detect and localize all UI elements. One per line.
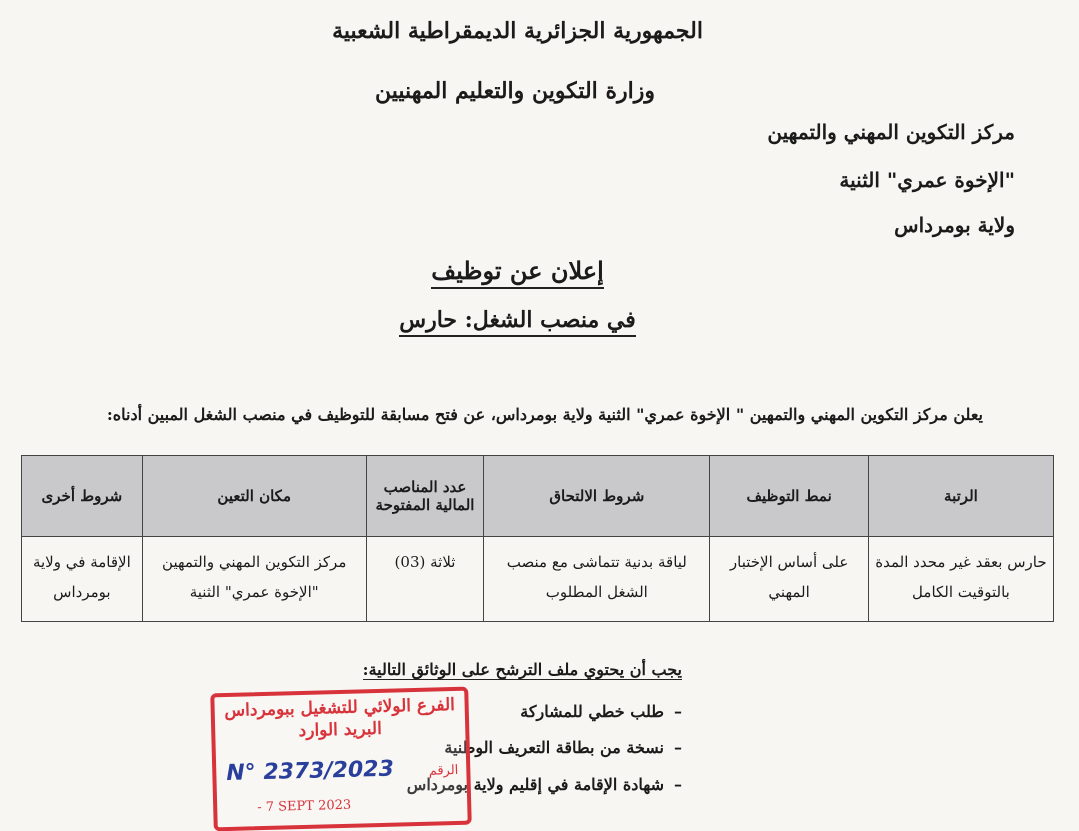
stamp-number-label: الرقم (428, 762, 459, 779)
header-positions-count: عدد المناصب المالية المفتوحة (366, 456, 484, 537)
dash-bullet-icon: – (674, 702, 682, 721)
cell-conditions: لياقة بدنية تتماشى مع منصب الشغل المطلوب (484, 537, 710, 622)
header-conditions: شروط الالتحاق (484, 456, 710, 537)
republic-header: الجمهورية الجزائرية الديمقراطية الشعبية (332, 18, 703, 44)
header-rank: الرتبة (868, 456, 1053, 537)
center-brothers-name: "الإخوة عمري" الثنية (839, 168, 1015, 192)
incoming-mail-stamp (210, 687, 472, 831)
stamp-date: - 7 SEPT 2023 (257, 797, 352, 816)
table-row (22, 537, 1054, 622)
list-item: –طلب خطي للمشاركة (520, 702, 682, 721)
ministry-header: وزارة التكوين والتعليم المهنيين (375, 78, 655, 104)
requirements-title: يجب أن يحتوي ملف الترشح على الوثائق التالية: (362, 660, 682, 679)
cell-rank: حارس بعقد غير محدد المدة بالتوقيت الكامل (868, 537, 1053, 622)
dash-bullet-icon: – (674, 738, 682, 757)
stamp-mail-label: البريد الوارد (298, 718, 383, 742)
intro-paragraph: يعلن مركز التكوين المهني والتمهين " الإخوة عمري" الثنية ولاية بومرداس، عن فتح مسابقة للتوظيف في منصب الشغل المبين أدناه: (106, 405, 983, 424)
position-title: في منصب الشغل: حارس (0, 307, 1035, 333)
table-header-row (22, 456, 1054, 537)
header-placement: مكان التعين (142, 456, 366, 537)
center-name: مركز التكوين المهني والتمهين (767, 120, 1015, 144)
list-item: –شهادة الإقامة في إقليم ولاية بومرداس (406, 775, 682, 794)
cell-positions-count: ثلاثة (03) (366, 537, 484, 622)
header-recruitment-mode: نمط التوظيف (710, 456, 869, 537)
stamp-number: N° 2373/2023 (226, 756, 395, 787)
cell-recruitment-mode: على أساس الإختبار المهني (710, 537, 869, 622)
announcement-title: إعلان عن توظيف (0, 256, 1035, 285)
jobs-table (21, 455, 1054, 622)
dash-bullet-icon: – (674, 775, 682, 794)
cell-other-conditions: الإقامة في ولاية بومرداس (22, 537, 143, 622)
province-name: ولاية بومرداس (894, 213, 1015, 237)
stamp-office: الفرع الولائي للتشغيل ببومرداس (224, 695, 456, 722)
header-other-conditions: شروط أخرى (22, 456, 143, 537)
list-item: –نسخة من بطاقة التعريف الوطنية (444, 738, 682, 757)
cell-placement: مركز التكوين المهني والتمهين "الإخوة عمري" الثنية (142, 537, 366, 622)
